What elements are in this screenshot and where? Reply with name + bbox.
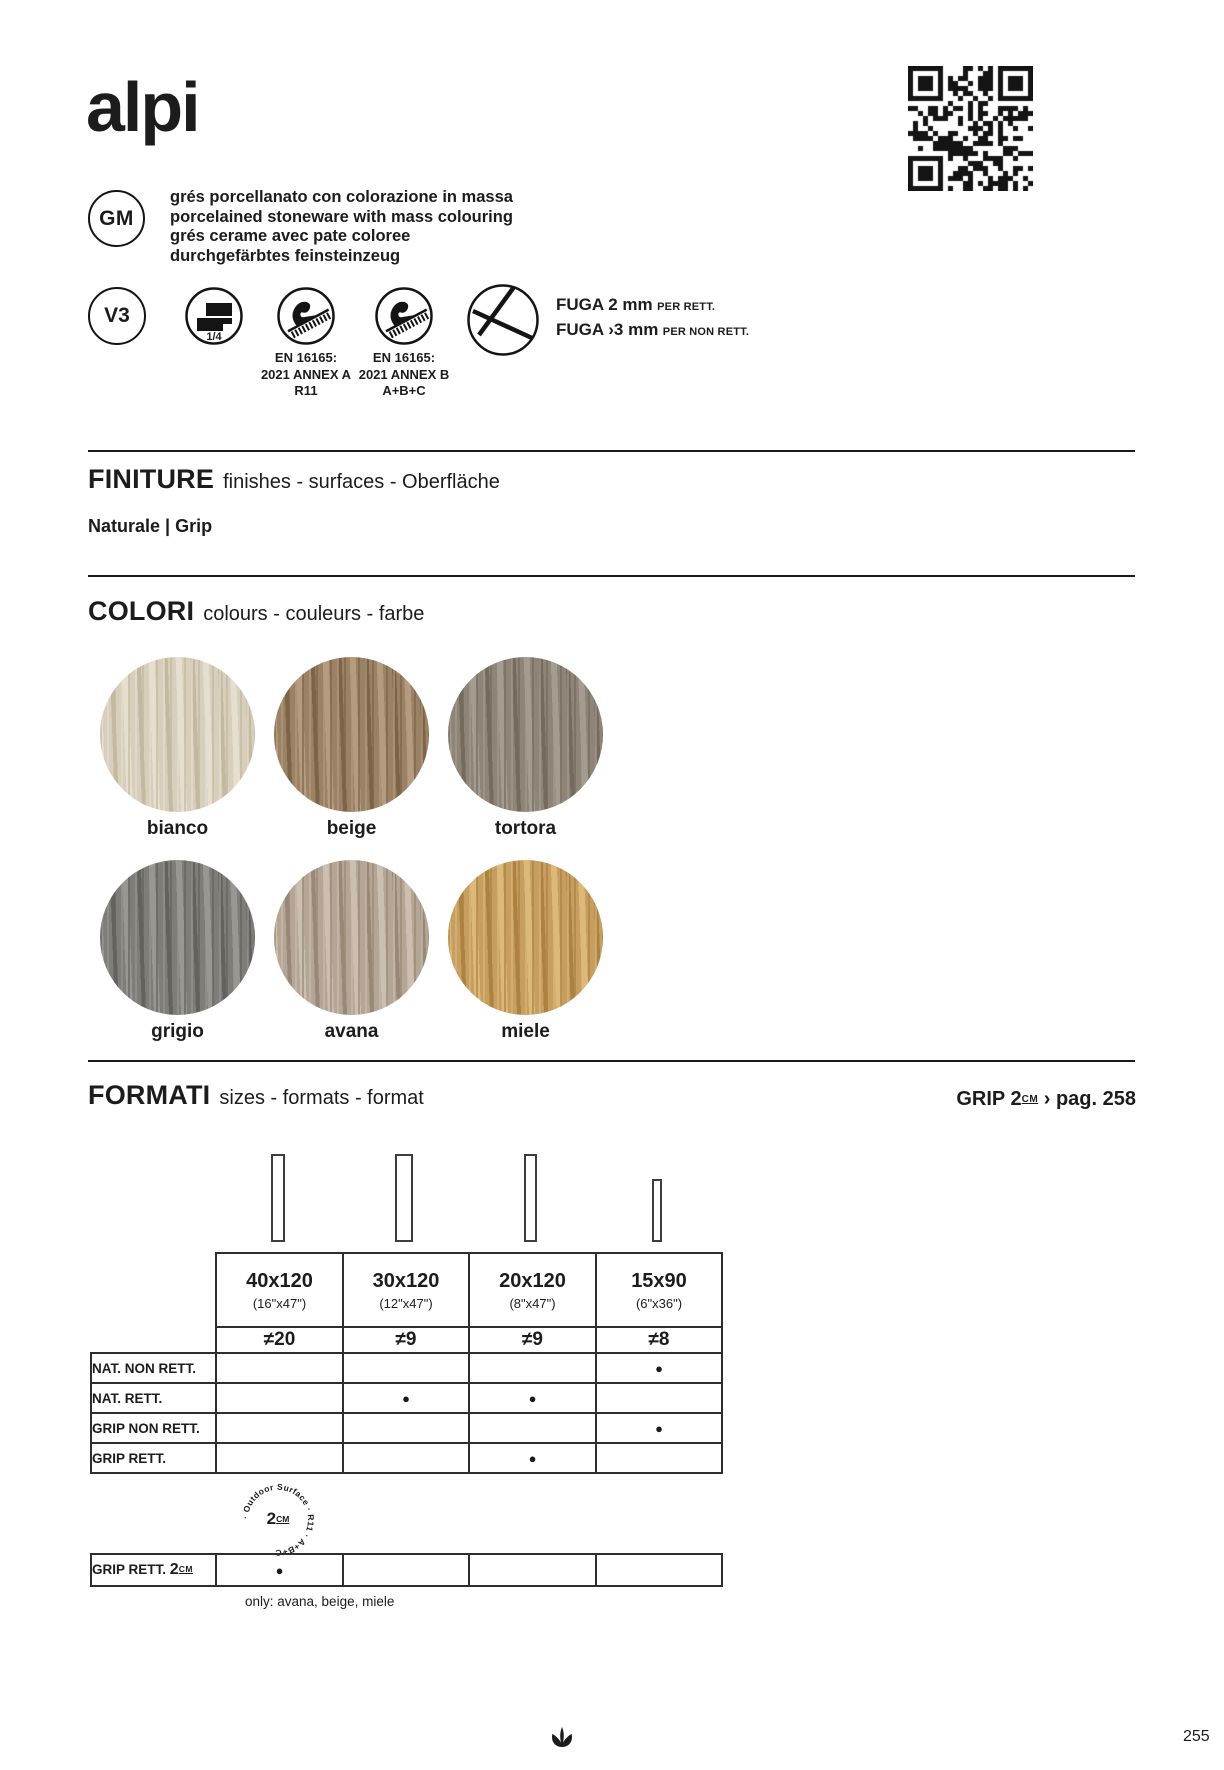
joint-spec-line2 [556,320,749,340]
grip-2cm-page-link[interactable] [956,1088,1136,1111]
grip-2cm-row-label-text: GRIP RETT. [92,1562,167,1577]
slip-resistance-abc-icon [375,287,433,345]
row-label: NAT. RETT. [91,1383,216,1413]
availability-cell: ● [469,1443,596,1473]
joint-spec-line2-main: FUGA ›3 mm [556,320,659,339]
grip-2cm-note: only: avana, beige, miele [245,1594,395,1609]
divider [88,1060,1135,1062]
availability-cell [469,1554,596,1586]
joint-spec-line1-note: PER RETT. [657,301,716,313]
colori-title: COLORI [88,596,195,626]
tile-shape-15x90 [652,1179,662,1242]
material-description-fr: grés cerame avec pate coloree [170,227,411,245]
availability-cell [343,1554,469,1586]
swatch-beige [274,657,429,812]
swatch-avana [274,860,429,1015]
grip-ref-badge: 2 [1010,1088,1022,1110]
material-description-en: porcelained stoneware with mass colouring [170,207,513,226]
divider [88,575,1135,577]
chevron-right-icon: › [1043,1088,1051,1110]
size-inches: (8"x47") [509,1295,556,1311]
swatch-tortora [448,657,603,812]
availability-cell: ● [596,1353,722,1383]
shade-variation-badge: V3 [88,287,146,345]
availability-cell: ● [469,1383,596,1413]
tile-offset-label: 1/4 [206,331,222,343]
swatch-label-bianco: bianco [146,818,209,839]
size-header-row [91,1253,722,1327]
slip-a-norm: EN 16165: [274,350,338,365]
formati-subtitle: sizes - formats - format [219,1087,424,1109]
stamp-2cm-logo [236,1477,320,1561]
table-row [91,1353,722,1383]
page-title: alpi [86,68,199,146]
joint-spec [556,295,749,340]
grip-2cm-table [90,1553,723,1587]
grout-joint-icon [466,283,540,357]
swatch-miele [448,860,603,1015]
swatch-label-miele: miele [501,1021,550,1042]
availability-cell: ● [216,1554,343,1586]
stamp-ring-text: · Outdoor Surface · R11 · A+B+C [239,1481,317,1558]
joint-spec-line1-main: FUGA 2 mm [556,295,653,314]
thickness-40x120: ≠20 [216,1327,343,1353]
size-label: 30x120 [372,1269,440,1292]
formats-table [90,1252,723,1474]
slip-a-annex: 2021 ANNEX A [260,366,352,382]
material-description-de: durchgefärbtes feinsteinzeug [170,246,401,265]
divider [88,450,1135,452]
size-inches: (16"x47") [252,1295,307,1311]
size-col-20x120 [469,1253,596,1327]
table-row [91,1413,722,1443]
row-label: GRIP RETT. [91,1443,216,1473]
swatch-grigio [100,860,255,1015]
slip-b-class: A+B+C [382,383,426,398]
tile-shape-40x120 [271,1154,285,1242]
size-label: 20x120 [499,1269,566,1292]
finiture-title: FINITURE [88,464,215,494]
outdoor-2cm-stamp [236,1477,320,1561]
swatch-label-tortora: tortora [494,818,557,839]
material-descriptions [170,188,513,266]
slip-b-annex: 2021 ANNEX B [358,366,450,382]
material-badge: GM [88,190,145,247]
colori-heading [88,596,424,627]
availability-cell [343,1353,469,1383]
availability-cell [469,1353,596,1383]
grip-2cm-row-badge: 2 [169,1561,179,1578]
availability-cell [596,1383,722,1413]
availability-cell: ● [596,1413,722,1443]
finiture-heading [88,464,500,495]
grip-2cm-row-label [91,1554,216,1586]
qr-code-icon [908,66,1033,191]
availability-cell [216,1413,343,1443]
size-inches: (6"x36") [635,1295,683,1311]
slip-resistance-r11-icon [277,287,335,345]
row-label: NAT. NON RETT. [91,1353,216,1383]
formati-heading [88,1080,424,1111]
availability-cell [343,1443,469,1473]
thickness-row [91,1327,722,1353]
availability-cell [216,1353,343,1383]
stamp-2: 2 [266,1509,277,1528]
grip-ref-badge-unit: CM [1021,1094,1039,1105]
brand-lotus-icon [551,1727,573,1747]
material-description-it: grés porcellanato con colorazione in massa [170,188,513,206]
row-label: GRIP NON RETT. [91,1413,216,1443]
availability-cell [596,1554,722,1586]
formati-title: FORMATI [88,1080,211,1110]
thickness-20x120: ≠9 [469,1327,596,1353]
grip-ref-label: GRIP [956,1088,1005,1110]
page-number: 255 [1183,1728,1210,1745]
size-col-15x90 [596,1253,722,1327]
table-row [91,1383,722,1413]
grip-ref-target: pag. 258 [1055,1088,1136,1110]
size-inches: (12"x47") [379,1295,433,1311]
swatch-label-beige: beige [326,818,377,839]
finiture-value: Naturale | Grip [88,516,213,536]
slip-b-label [334,350,474,400]
availability-cell [596,1443,722,1473]
availability-cell: ● [343,1383,469,1413]
colori-subtitle: colours - couleurs - farbe [203,603,425,625]
availability-cell [216,1443,343,1473]
availability-cell [343,1413,469,1443]
size-col-30x120 [343,1253,469,1327]
slip-a-class: R11 [294,383,318,398]
table-row [91,1443,722,1473]
availability-cell [469,1413,596,1443]
table-row [91,1554,722,1586]
thickness-30x120: ≠9 [343,1327,469,1353]
thickness-15x90: ≠8 [596,1327,722,1353]
tile-shape-20x120 [524,1154,537,1242]
finiture-subtitle: finishes - surfaces - Oberfläche [223,471,500,493]
swatch-label-grigio: grigio [151,1021,204,1042]
stamp-cm: CM [276,1514,290,1524]
grip-2cm-row-badge-unit: CM [178,1564,193,1574]
joint-spec-line2-note: PER NON RETT. [662,326,750,338]
slip-b-norm: EN 16165: [372,350,436,365]
size-label: 15x90 [631,1269,687,1292]
swatch-bianco [100,657,255,812]
size-label: 40x120 [246,1269,313,1292]
size-col-40x120 [216,1253,343,1327]
tile-shape-30x120 [395,1154,413,1242]
availability-cell [216,1383,343,1413]
joint-spec-line1 [556,295,749,315]
swatch-label-avana: avana [324,1021,379,1042]
